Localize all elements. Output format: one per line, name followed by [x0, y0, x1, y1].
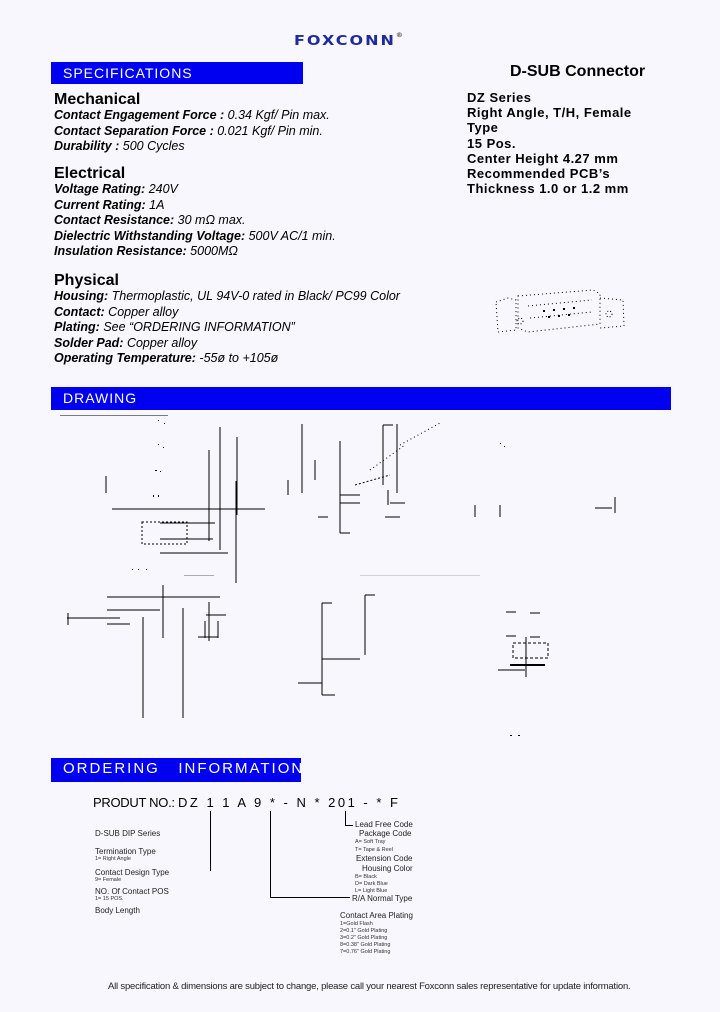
spec-housing: Housing: Thermoplastic, UL 94V-0 rated in Black/ PC99 Color: [54, 289, 400, 303]
leader-line: [270, 897, 350, 898]
order-label-contact-pos: NO. Of Contact POS: [95, 887, 169, 896]
connector-product-image: [488, 288, 628, 343]
mechanical-title: Mechanical: [54, 91, 141, 108]
ordering-left-labels: [95, 829, 169, 915]
spec-dielectric-voltage: Dielectric Withstanding Voltage: 500V AC/1 min.: [54, 228, 336, 243]
product-number: [93, 795, 400, 810]
product-number-code: DZ 1 1 A 9 * - N * 201 - * F: [178, 795, 401, 810]
technical-drawing: [60, 415, 660, 750]
product-title: D-SUB Connector: [510, 63, 646, 80]
plating-option: 3=0.2" Gold Plating: [340, 935, 388, 941]
logo-text: FOXCONN: [294, 32, 396, 49]
order-sub-package-a: A= Soft Tray: [355, 839, 386, 845]
order-label-plating: Contact Area Plating: [340, 911, 413, 920]
product-number-label: PRODUT NO.:: [93, 795, 175, 810]
leader-line: [345, 825, 353, 826]
product-description: [467, 90, 632, 196]
order-sub-housing-dark-blue: D= Dark Blue: [355, 881, 388, 887]
order-sub-contact-design: 9= Female: [95, 877, 122, 883]
spec-contact: Contact: Copper alloy: [54, 304, 179, 319]
leader-line: [270, 811, 271, 897]
order-label-series: D-SUB DIP Series: [95, 829, 161, 838]
foxconn-logo: [294, 32, 403, 48]
leader-line: [210, 811, 211, 871]
spec-voltage-rating: Voltage Rating: 240V: [54, 182, 178, 196]
spec-insulation-resistance: Insulation Resistance: 5000MΩ: [54, 244, 238, 258]
spec-contact-resistance: Contact Resistance: 30 mΩ max.: [54, 213, 246, 227]
mechanical-specs: [54, 108, 330, 155]
electrical-title: Electrical: [54, 165, 126, 182]
plating-option: 2=0.1" Gold Plating: [340, 928, 388, 934]
desc-line: Thickness 1.0 or 1.2 mm: [467, 181, 629, 197]
order-label-extension: Extension Code: [356, 854, 413, 863]
physical-specs: [54, 289, 400, 367]
order-sub-housing-light-blue: L= Light Blue: [355, 888, 388, 894]
plating-option: 7=0.76" Gold Plating: [340, 949, 391, 955]
desc-line: Recommended PCB’s: [467, 166, 611, 182]
footer-disclaimer: All specification & dimensions are subject to change, please call your nearest Foxconn sales representative for update information.: [108, 981, 631, 992]
desc-line: Type: [467, 120, 499, 136]
spec-engagement-force: Contact Engagement Force : 0.34 Kgf/ Pin max.: [54, 108, 330, 122]
order-label-termination: Termination Type: [95, 847, 156, 856]
plating-option: 8=0.38" Gold Plating: [340, 942, 391, 948]
plating-option: 1=Gold Flash: [340, 921, 373, 927]
spec-durability: Durability : 500 Cycles: [54, 139, 185, 153]
order-sub-termination: 1= Right Angle: [95, 856, 131, 862]
order-label-body-length: Body Length: [95, 906, 140, 915]
ordering-information-header: ORDERING INFORMATION: [51, 758, 301, 782]
order-label-contact-design: Contact Design Type: [95, 868, 170, 877]
desc-line: Center Height 4.27 mm: [467, 150, 619, 166]
specifications-header: SPECIFICATIONS: [51, 62, 303, 84]
spec-separation-force: Contact Separation Force : 0.021 Kgf/ Pin min.: [54, 123, 323, 138]
drawing-header: DRAWING: [51, 387, 671, 410]
desc-line: 15 Pos.: [467, 135, 517, 151]
spec-solder-pad: Solder Pad: Copper alloy: [54, 335, 198, 350]
drawing-header-underline: [56, 410, 668, 411]
spec-current-rating: Current Rating: 1A: [54, 197, 165, 212]
electrical-specs: [54, 182, 336, 260]
order-label-package: Package Code: [359, 829, 412, 838]
order-label-lead-free: Lead Free Code: [355, 820, 413, 829]
order-label-normal-type: R/A Normal Type: [352, 894, 413, 903]
desc-line: DZ Series: [467, 90, 532, 105]
order-sub-package-t: T= Tape & Reel: [355, 847, 393, 853]
desc-line: Right Angle, T/H, Female: [467, 105, 632, 121]
order-label-housing-color: Housing Color: [362, 864, 413, 873]
spec-plating: Plating: See “ORDERING INFORMATION”: [54, 320, 295, 334]
spec-operating-temperature: Operating Temperature: -55ø to +105ø: [54, 351, 279, 365]
order-sub-housing-black: B= Black: [355, 874, 377, 880]
order-plating-options: [340, 921, 390, 956]
leader-line: [345, 811, 346, 825]
registered-mark: ®: [395, 32, 403, 39]
physical-title: Physical: [54, 272, 119, 289]
order-sub-contact-pos: 1= 15 POS.: [95, 896, 124, 902]
